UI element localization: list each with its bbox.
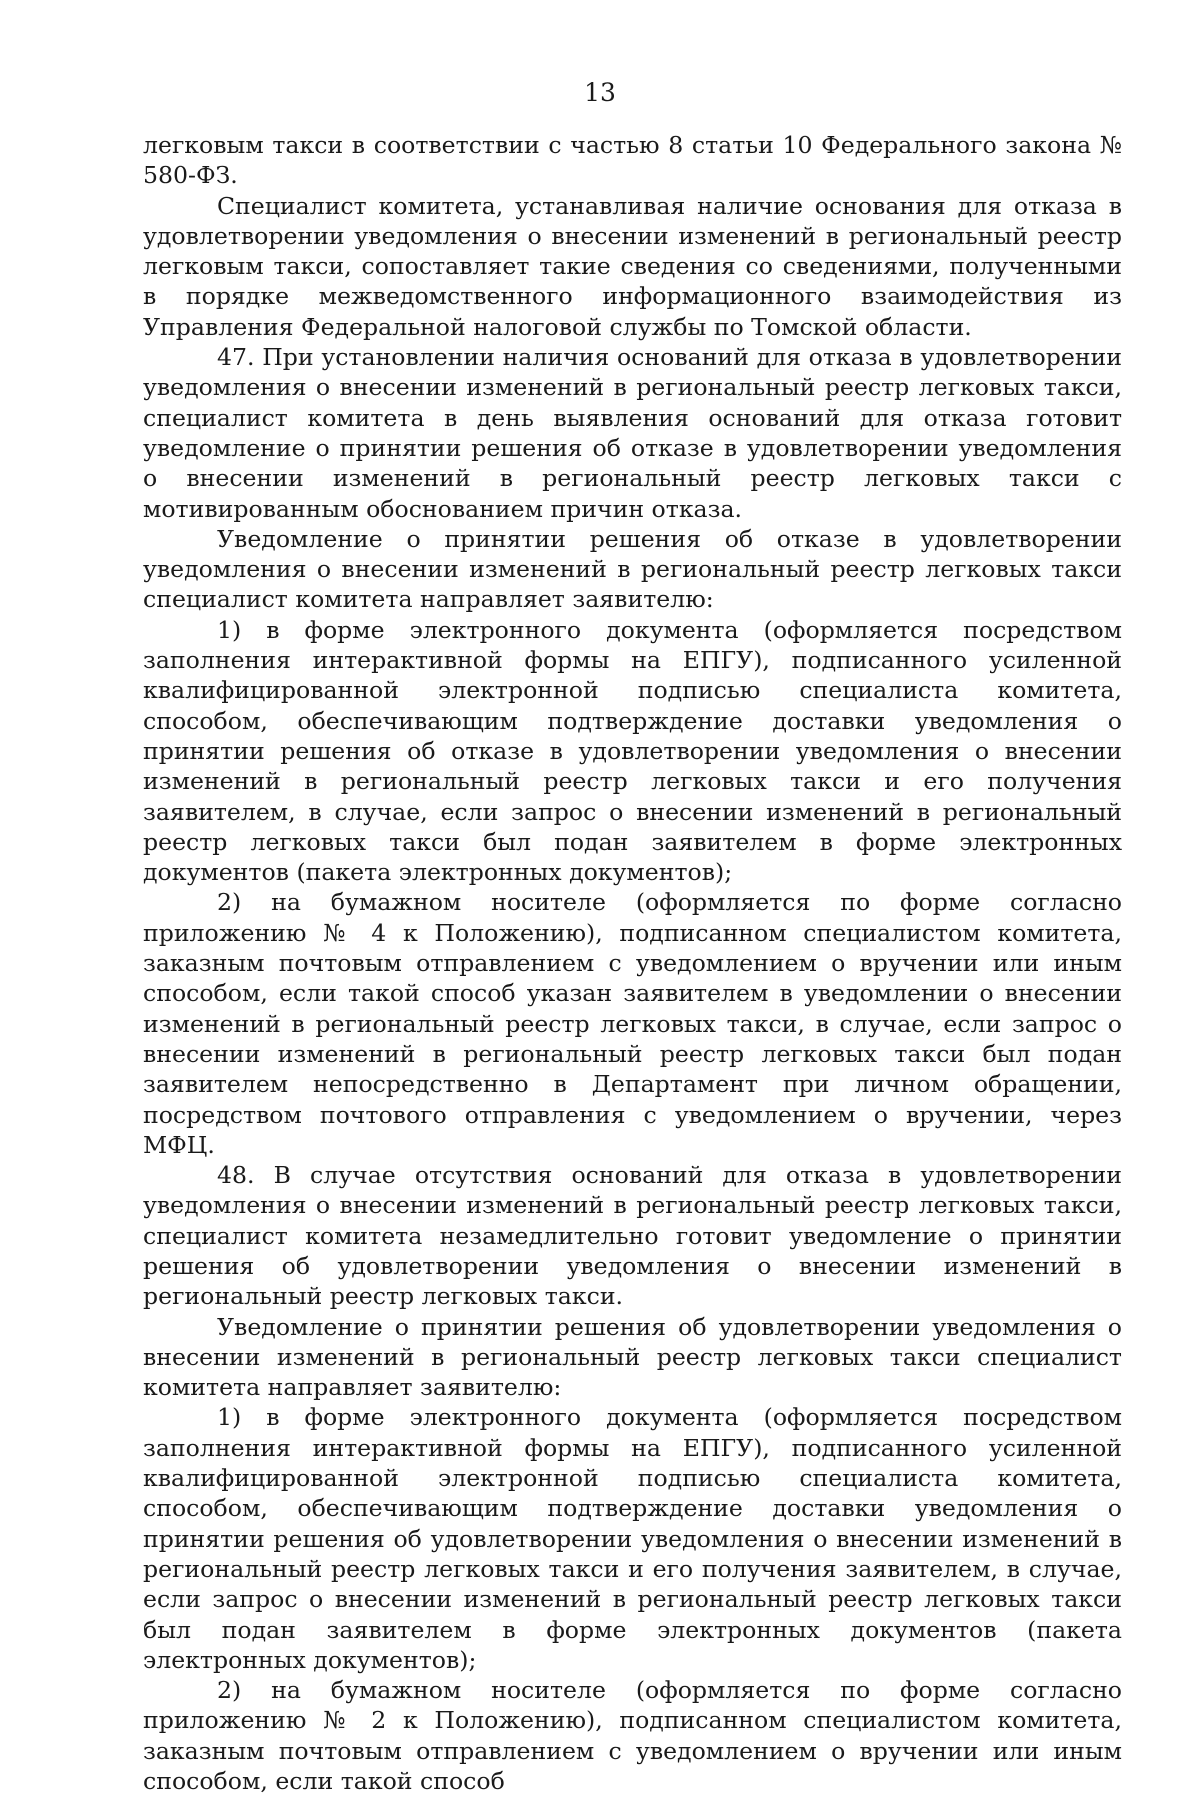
- paragraph-approval-notice: Уведомление о принятии решения об удовлетворении уведомления о внесении изменений в региональный реестр легковых такси специалист комитета направляет заявителю:: [143, 1312, 1122, 1402]
- paragraph-continuation: легковым такси в соответствии с частью 8 статьи 10 Федерального закона № 580-ФЗ.: [143, 131, 1122, 190]
- paragraph-specialist-check: Специалист комитета, устанавливая наличие основания для отказа в удовлетворении уведомления о внесении изменений в региональный реестр легковым такси, сопоставляет такие сведения со сведениями, полученными в порядке межведомственного информационного взаимодействия из Управления Федеральной налоговой службы по Томской области.: [143, 191, 1122, 341]
- paragraph-refusal-electronic: 1) в форме электронного документа (оформляется посредством заполнения интерактивной формы на ЕПГУ), подписанного усиленной квалифицированной электронной подписью специалиста комитета, способом, обеспечивающим подтверждение доставки уведомления о принятии решения об отказе в удовлетворении уведомления о внесении изменений в региональный реестр легковых такси и его получения заявителем, в случае, если запрос о внесении изменений в региональный реестр легковых такси был подан заявителем в форме электронных документов (пакета электронных документов);: [143, 615, 1122, 887]
- document-body: [143, 130, 1122, 1796]
- paragraph-clause-47: 47. При установлении наличия оснований для отказа в удовлетворении уведомления о внесении изменений в региональный реестр легковых такси, специалист комитета в день выявления оснований для отказа готовит уведомление о принятии решения об отказе в удовлетворении уведомления о внесении изменений в региональный реестр легковых такси с мотивированным обоснованием причин отказа.: [143, 343, 1122, 523]
- paragraph-approval-electronic: 1) в форме электронного документа (оформляется посредством заполнения интерактивной формы на ЕПГУ), подписанного усиленной квалифицированной электронной подписью специалиста комитета, способом, обеспечивающим подтверждение доставки уведомления о принятии решения об удовлетворении уведомления о внесении изменений в региональный реестр легковых такси и его получения заявителем, в случае, если запрос о внесении изменений в региональный реестр легковых такси был подан заявителем в форме электронных документов (пакета электронных документов);: [143, 1403, 1122, 1674]
- paragraph-clause-48: 48. В случае отсутствия оснований для отказа в удовлетворении уведомления о внесении изменений в региональный реестр легковых такси, специалист комитета незамедлительно готовит уведомление о принятии решения об удовлетворении уведомления о внесении изменений в региональный реестр легковых такси.: [143, 1161, 1122, 1311]
- paragraph-approval-paper: 2) на бумажном носителе (оформляется по форме согласно приложению № 2 к Положению), подписанном специалистом комитета, заказным почтовым отправлением с уведомлением о вручении или иным способом, если такой способ: [143, 1676, 1122, 1796]
- paragraph-refusal-notice: Уведомление о принятии решения об отказе в удовлетворении уведомления о внесении изменений в региональный реестр легковых такси специалист комитета направляет заявителю:: [143, 524, 1122, 614]
- page-number: 13: [584, 78, 616, 107]
- paragraph-refusal-paper: 2) на бумажном носителе (оформляется по форме согласно приложению № 4 к Положению), подписанном специалистом комитета, заказным почтовым отправлением с уведомлением о вручении или иным способом, если такой способ указан заявителем в уведомлении о внесении изменений в региональный реестр легковых такси, в случае, если запрос о внесении изменений в региональный реестр легковых такси был подан заявителем непосредственно в Департамент при личном обращении, посредством почтового отправления с уведомлением о вручении, через МФЦ.: [143, 888, 1122, 1159]
